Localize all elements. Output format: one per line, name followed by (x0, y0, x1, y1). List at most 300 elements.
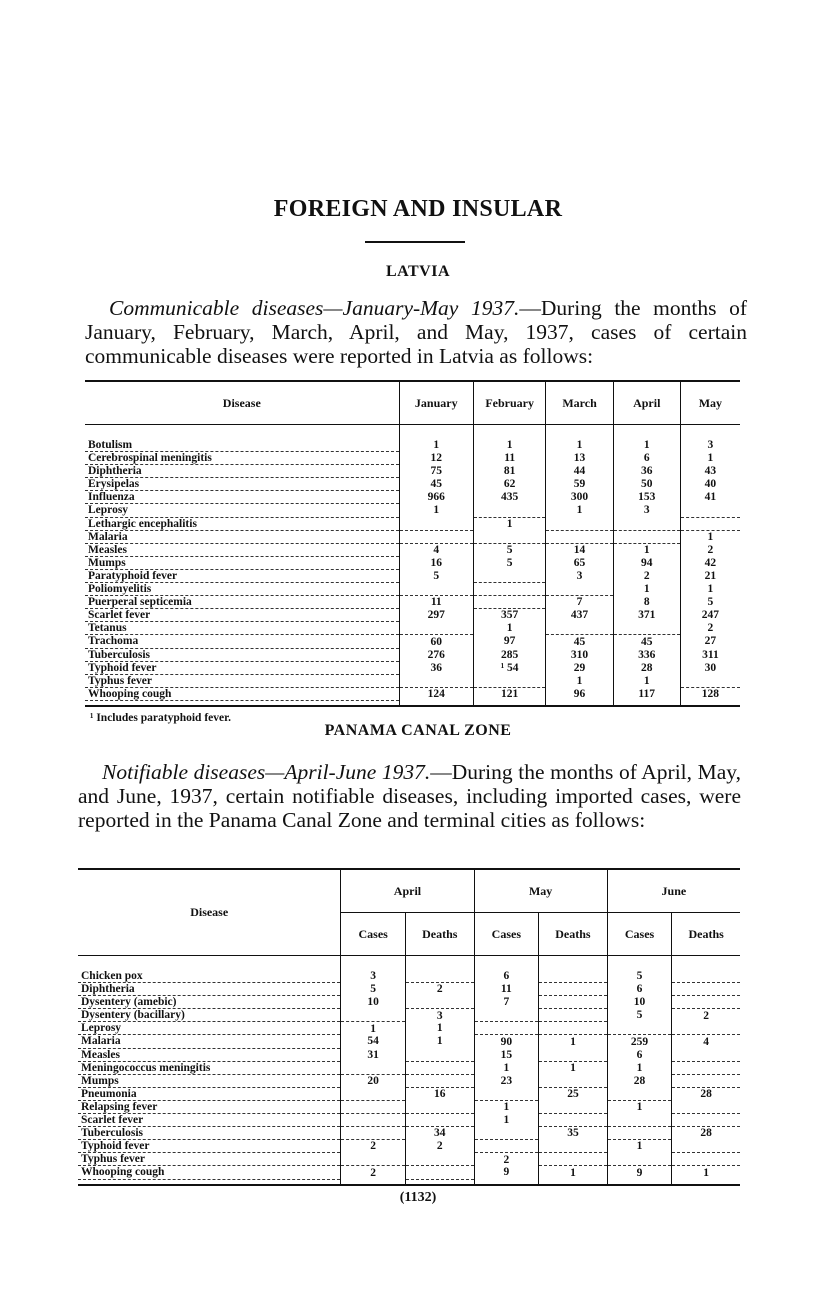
latvia-value-cell: 5 (399, 569, 473, 582)
latvia-disease-name: Whooping cough (85, 687, 399, 700)
latvia-value-cell: 6 (613, 452, 680, 465)
table-row (85, 478, 740, 491)
latvia-value-cell: 121 (473, 687, 546, 700)
panama-value-cell (539, 1009, 608, 1022)
latvia-value-cell: 2 (680, 543, 740, 556)
panama-value-cell: 3 (341, 970, 406, 983)
panama-value-cell: 1 (607, 1061, 672, 1074)
panama-value-cell (539, 1022, 608, 1035)
panama-may-cases: Cases (474, 913, 539, 956)
panama-disease-name: Whooping cough (78, 1166, 341, 1179)
panama-value-cell (341, 1114, 406, 1127)
panama-intro-text: —During the months of April, May, and June, 1937, certain notifiable diseases, including imported cases, were reported in the Panama Canal Zone and terminal cities as follows: (78, 760, 741, 832)
panama-value-cell (672, 1022, 740, 1035)
latvia-value-cell: 1 (546, 504, 613, 517)
latvia-value-cell: 124 (399, 687, 473, 700)
panama-value-cell: 1 (539, 1061, 608, 1074)
latvia-value-cell: 2 (613, 569, 680, 582)
panama-disease-name: Scarlet fever (78, 1114, 341, 1127)
latvia-value-cell: 1 (680, 530, 740, 543)
latvia-value-cell: 311 (680, 648, 740, 661)
panama-value-cell (607, 1127, 672, 1140)
panama-col-april: April (341, 869, 474, 913)
panama-disease-name: Meningococcus meningitis (78, 1061, 341, 1074)
panama-value-cell (539, 1153, 608, 1166)
latvia-value-cell: 1 (546, 674, 613, 687)
latvia-disease-name: Cerebrospinal meningitis (85, 452, 399, 465)
panama-value-cell: 28 (607, 1074, 672, 1087)
panama-disease-name: Measles (78, 1048, 341, 1061)
panama-value-cell: 2 (405, 983, 474, 996)
table-row (78, 1100, 740, 1113)
panama-value-cell (474, 1022, 539, 1035)
latvia-value-cell: 60 (399, 635, 473, 648)
latvia-value-cell: 1 (613, 583, 680, 596)
panama-value-cell (672, 970, 740, 983)
latvia-value-cell: ¹ 54 (473, 661, 546, 674)
latvia-value-cell: 41 (680, 491, 740, 504)
latvia-value-cell: 1 (680, 452, 740, 465)
latvia-table (85, 380, 740, 707)
panama-june-deaths: Deaths (672, 913, 740, 956)
latvia-value-cell (399, 622, 473, 635)
latvia-disease-name: Mumps (85, 556, 399, 569)
panama-disease-name: Relapsing fever (78, 1100, 341, 1113)
panama-value-cell (341, 1153, 406, 1166)
panama-value-cell (672, 1140, 740, 1153)
latvia-value-cell: 7 (546, 596, 613, 609)
panama-col-disease: Disease (78, 869, 341, 956)
table-row (78, 983, 740, 996)
table-row (85, 569, 740, 582)
latvia-value-cell: 44 (546, 465, 613, 478)
panama-value-cell: 90 (474, 1035, 539, 1048)
panama-may-deaths: Deaths (539, 913, 608, 956)
panama-value-cell (405, 1114, 474, 1127)
panama-end-cell (539, 1179, 608, 1185)
latvia-value-cell: 3 (680, 439, 740, 452)
latvia-col-february: February (473, 381, 546, 425)
panama-disease-name: Mumps (78, 1074, 341, 1087)
panama-value-cell (539, 1074, 608, 1087)
panama-disease-name: Pneumonia (78, 1087, 341, 1100)
latvia-value-cell: 96 (546, 687, 613, 700)
table-row (85, 661, 740, 674)
latvia-value-cell: 36 (613, 465, 680, 478)
panama-intro-italic: Notifiable diseases—April-June 1937. (102, 760, 431, 784)
latvia-value-cell (399, 517, 473, 530)
latvia-spacer-cell (473, 425, 546, 440)
panama-value-cell: 34 (405, 1127, 474, 1140)
panama-value-cell: 1 (539, 1166, 608, 1179)
panama-value-cell: 2 (341, 1140, 406, 1153)
latvia-value-cell (546, 622, 613, 635)
latvia-value-cell: 97 (473, 635, 546, 648)
latvia-value-cell: 300 (546, 491, 613, 504)
latvia-value-cell: 285 (473, 648, 546, 661)
table-row (78, 1087, 740, 1100)
latvia-value-cell: 8 (613, 596, 680, 609)
latvia-intro-italic: Communicable diseases—January-May 1937. (109, 296, 520, 320)
table-row (85, 556, 740, 569)
latvia-spacer-cell (613, 425, 680, 440)
latvia-intro (85, 296, 747, 368)
panama-spacer-row (78, 956, 740, 971)
panama-value-cell: 9 (474, 1166, 539, 1179)
latvia-value-cell: 45 (546, 635, 613, 648)
panama-value-cell (405, 1100, 474, 1113)
latvia-value-cell: 1 (399, 439, 473, 452)
latvia-disease-name: Trachoma (85, 635, 399, 648)
latvia-value-cell: 11 (473, 452, 546, 465)
panama-end-row (78, 1179, 740, 1185)
latvia-disease-name: Leprosy (85, 504, 399, 517)
panama-value-cell: 11 (474, 983, 539, 996)
panama-value-cell (672, 1048, 740, 1061)
latvia-disease-name: Malaria (85, 530, 399, 543)
latvia-value-cell (473, 530, 546, 543)
latvia-col-disease: Disease (222, 395, 261, 410)
latvia-value-cell: 336 (613, 648, 680, 661)
latvia-col-may: May (680, 381, 740, 425)
latvia-value-cell: 1 (399, 504, 473, 517)
latvia-value-cell: 14 (546, 543, 613, 556)
latvia-value-cell (473, 596, 546, 609)
panama-table (78, 868, 740, 1186)
panama-disease-name: Dysentery (amebic) (78, 996, 341, 1009)
panama-april-deaths: Deaths (405, 913, 474, 956)
table-row (85, 452, 740, 465)
latvia-value-cell: 437 (546, 609, 613, 622)
latvia-value-cell: 247 (680, 609, 740, 622)
panama-end-cell (474, 1179, 539, 1185)
panama-spacer-cell (405, 956, 474, 971)
panama-spacer-cell (672, 956, 740, 971)
panama-value-cell: 2 (672, 1009, 740, 1022)
latvia-value-cell (473, 583, 546, 596)
latvia-value-cell: 75 (399, 465, 473, 478)
latvia-value-cell: 45 (613, 635, 680, 648)
latvia-spacer-cell (85, 425, 399, 440)
table-row (85, 517, 740, 530)
panama-value-cell (672, 983, 740, 996)
latvia-value-cell: 59 (546, 478, 613, 491)
panama-value-cell (474, 1140, 539, 1153)
latvia-value-cell (399, 530, 473, 543)
latvia-value-cell: 94 (613, 556, 680, 569)
panama-value-cell: 35 (539, 1127, 608, 1140)
latvia-disease-name: Tetanus (85, 622, 399, 635)
panama-value-cell (672, 1061, 740, 1074)
latvia-value-cell: 81 (473, 465, 546, 478)
panama-value-cell: 7 (474, 996, 539, 1009)
latvia-disease-name: Botulism (85, 439, 399, 452)
latvia-value-cell: 43 (680, 465, 740, 478)
panama-value-cell (405, 996, 474, 1009)
panama-title: PANAMA CANAL ZONE (324, 722, 512, 739)
latvia-value-cell (680, 504, 740, 517)
panama-value-cell: 5 (607, 970, 672, 983)
table-row (78, 1153, 740, 1166)
latvia-spacer-cell (399, 425, 473, 440)
panama-disease-name: Malaria (78, 1035, 341, 1048)
panama-disease-name: Diphtheria (78, 983, 341, 996)
panama-value-cell (405, 1074, 474, 1087)
panama-value-cell: 6 (607, 1048, 672, 1061)
table-row (85, 543, 740, 556)
panama-value-cell (405, 1061, 474, 1074)
panama-end-cell (607, 1179, 672, 1185)
panama-value-cell (405, 1048, 474, 1061)
panama-spacer-cell (78, 956, 341, 971)
latvia-col-january: January (399, 381, 473, 425)
latvia-value-cell: 5 (473, 543, 546, 556)
latvia-value-cell: 5 (473, 556, 546, 569)
latvia-value-cell: 1 (680, 583, 740, 596)
latvia-value-cell (399, 583, 473, 596)
latvia-value-cell: 4 (399, 543, 473, 556)
panama-value-cell (607, 1153, 672, 1166)
panama-value-cell: 28 (672, 1127, 740, 1140)
panama-value-cell (672, 1100, 740, 1113)
panama-disease-name: Typhoid fever (78, 1140, 341, 1153)
panama-value-cell: 4 (672, 1035, 740, 1048)
latvia-value-cell (546, 583, 613, 596)
panama-value-cell: 259 (607, 1035, 672, 1048)
panama-value-cell: 10 (607, 996, 672, 1009)
panama-value-cell: 31 (341, 1048, 406, 1061)
panama-value-cell: 3 (405, 1009, 474, 1022)
panama-value-cell: 20 (341, 1074, 406, 1087)
latvia-value-cell: 62 (473, 478, 546, 491)
table-row (78, 1127, 740, 1140)
table-row (78, 1048, 740, 1061)
panama-value-cell (341, 1127, 406, 1140)
panama-value-cell: 25 (539, 1087, 608, 1100)
panama-col-june: June (607, 869, 740, 913)
panama-value-cell: 23 (474, 1074, 539, 1087)
latvia-col-march: March (546, 381, 613, 425)
table-row (85, 504, 740, 517)
panama-value-cell (405, 1153, 474, 1166)
latvia-disease-name: Paratyphoid fever (85, 569, 399, 582)
panama-value-cell: 2 (341, 1166, 406, 1179)
panama-spacer-cell (341, 956, 406, 971)
panama-value-cell (539, 1100, 608, 1113)
table-row (78, 1114, 740, 1127)
panama-value-cell (405, 1166, 474, 1179)
panama-value-cell (539, 1140, 608, 1153)
latvia-footnote: ¹ Includes paratyphoid fever. (90, 712, 232, 724)
panama-value-cell (607, 1022, 672, 1035)
latvia-value-cell: 5 (680, 596, 740, 609)
latvia-value-cell: 310 (546, 648, 613, 661)
panama-value-cell (474, 1009, 539, 1022)
latvia-disease-name: Diphtheria (85, 465, 399, 478)
latvia-value-cell: 30 (680, 661, 740, 674)
panama-value-cell: 1 (607, 1100, 672, 1113)
page-heading: FOREIGN AND INSULAR (273, 196, 563, 222)
latvia-value-cell: 16 (399, 556, 473, 569)
panama-intro (78, 760, 741, 832)
panama-value-cell: 1 (405, 1022, 474, 1035)
panama-end-cell (78, 1179, 341, 1185)
table-row (78, 1074, 740, 1087)
table-row (85, 635, 740, 648)
panama-value-cell (539, 1114, 608, 1127)
latvia-value-cell: 21 (680, 569, 740, 582)
latvia-value-cell: 11 (399, 596, 473, 609)
panama-value-cell: 2 (405, 1140, 474, 1153)
panama-value-cell (539, 970, 608, 983)
table-row (78, 1061, 740, 1074)
panama-value-cell (607, 1087, 672, 1100)
panama-value-cell: 1 (405, 1035, 474, 1048)
panama-value-cell: 1 (474, 1061, 539, 1074)
latvia-value-cell: 13 (546, 452, 613, 465)
panama-value-cell (341, 1100, 406, 1113)
panama-value-cell (672, 1153, 740, 1166)
latvia-value-cell: 2 (680, 622, 740, 635)
panama-june-cases: Cases (607, 913, 672, 956)
heading-rule (365, 241, 465, 243)
latvia-value-cell: 3 (613, 504, 680, 517)
table-row (78, 996, 740, 1009)
panama-spacer-cell (607, 956, 672, 971)
panama-end-cell (341, 1179, 406, 1185)
panama-value-cell: 6 (474, 970, 539, 983)
latvia-value-cell: 1 (613, 674, 680, 687)
panama-value-cell (672, 1074, 740, 1087)
panama-disease-name: Chicken pox (78, 970, 341, 983)
panama-end-cell (405, 1179, 474, 1185)
latvia-end-cell (680, 700, 740, 706)
panama-value-cell (672, 1114, 740, 1127)
page-number: (1132) (399, 1190, 437, 1205)
latvia-spacer-row (85, 425, 740, 440)
latvia-value-cell: 435 (473, 491, 546, 504)
panama-value-cell (539, 983, 608, 996)
table-row (78, 1009, 740, 1022)
table-row (85, 648, 740, 661)
panama-value-cell (539, 996, 608, 1009)
panama-value-cell (607, 1114, 672, 1127)
table-row (85, 687, 740, 700)
table-row (85, 596, 740, 609)
panama-spacer-cell (539, 956, 608, 971)
latvia-disease-name: Erysipelas (85, 478, 399, 491)
latvia-value-cell: 371 (613, 609, 680, 622)
panama-value-cell (474, 1127, 539, 1140)
panama-value-cell: 1 (672, 1166, 740, 1179)
latvia-value-cell: 966 (399, 491, 473, 504)
latvia-value-cell (546, 530, 613, 543)
latvia-value-cell (680, 517, 740, 530)
panama-value-cell: 5 (607, 1009, 672, 1022)
latvia-value-cell: 40 (680, 478, 740, 491)
latvia-value-cell: 1 (613, 439, 680, 452)
table-row (85, 491, 740, 504)
table-row (78, 1035, 740, 1048)
table-row (85, 439, 740, 452)
latvia-value-cell: 153 (613, 491, 680, 504)
latvia-disease-name: Poliomyelitis (85, 583, 399, 596)
panama-value-cell: 1 (539, 1035, 608, 1048)
latvia-value-cell: 28 (613, 661, 680, 674)
table-row (85, 609, 740, 622)
latvia-value-cell (680, 674, 740, 687)
latvia-value-cell: 1 (546, 439, 613, 452)
panama-value-cell: 28 (672, 1087, 740, 1100)
latvia-value-cell (399, 674, 473, 687)
panama-value-cell (474, 1087, 539, 1100)
latvia-spacer-cell (680, 425, 740, 440)
latvia-spacer-cell (546, 425, 613, 440)
panama-spacer-cell (474, 956, 539, 971)
latvia-value-cell: 1 (473, 622, 546, 635)
panama-value-cell: 1 (474, 1114, 539, 1127)
latvia-value-cell: 117 (613, 687, 680, 700)
table-row (78, 1140, 740, 1153)
panama-value-cell (341, 1009, 406, 1022)
latvia-value-cell: 1 (473, 517, 546, 530)
latvia-value-cell (613, 517, 680, 530)
latvia-end-row (85, 700, 740, 706)
panama-disease-name: Leprosy (78, 1022, 341, 1035)
panama-disease-name: Typhus fever (78, 1153, 341, 1166)
latvia-value-cell: 65 (546, 556, 613, 569)
panama-value-cell: 10 (341, 996, 406, 1009)
latvia-value-cell: 27 (680, 635, 740, 648)
panama-disease-name: Tuberculosis (78, 1127, 341, 1140)
latvia-disease-name: Puerperal septicemia (85, 596, 399, 609)
latvia-value-cell: 1 (473, 439, 546, 452)
latvia-value-cell: 12 (399, 452, 473, 465)
latvia-disease-name: Lethargic encephalitis (85, 517, 399, 530)
latvia-disease-name: Measles (85, 543, 399, 556)
latvia-value-cell (473, 504, 546, 517)
panama-disease-name: Dysentery (bacillary) (78, 1009, 341, 1022)
panama-value-cell: 1 (607, 1140, 672, 1153)
latvia-value-cell: 45 (399, 478, 473, 491)
table-row (85, 674, 740, 687)
panama-value-cell: 6 (607, 983, 672, 996)
latvia-value-cell: 357 (473, 609, 546, 622)
table-row (78, 970, 740, 983)
latvia-end-cell (399, 700, 473, 706)
table-row (85, 583, 740, 596)
latvia-value-cell (473, 674, 546, 687)
table-row (85, 622, 740, 635)
panama-value-cell (341, 1087, 406, 1100)
latvia-value-cell (613, 622, 680, 635)
latvia-end-cell (546, 700, 613, 706)
latvia-disease-name: Typhoid fever (85, 661, 399, 674)
panama-value-cell (405, 970, 474, 983)
panama-value-cell: 16 (405, 1087, 474, 1100)
panama-value-cell (672, 996, 740, 1009)
table-row (78, 1022, 740, 1035)
panama-col-may: May (474, 869, 607, 913)
latvia-disease-name: Typhus fever (85, 674, 399, 687)
latvia-end-cell (613, 700, 680, 706)
latvia-intro-text: —During the months of January, February, March, April, and May, 1937, cases of certain communicable diseases were reported in Latvia as follows: (85, 296, 747, 368)
latvia-title: LATVIA (385, 263, 451, 280)
latvia-end-cell (473, 700, 546, 706)
panama-value-cell (341, 1061, 406, 1074)
panama-value-cell: 2 (474, 1153, 539, 1166)
panama-april-cases: Cases (341, 913, 406, 956)
